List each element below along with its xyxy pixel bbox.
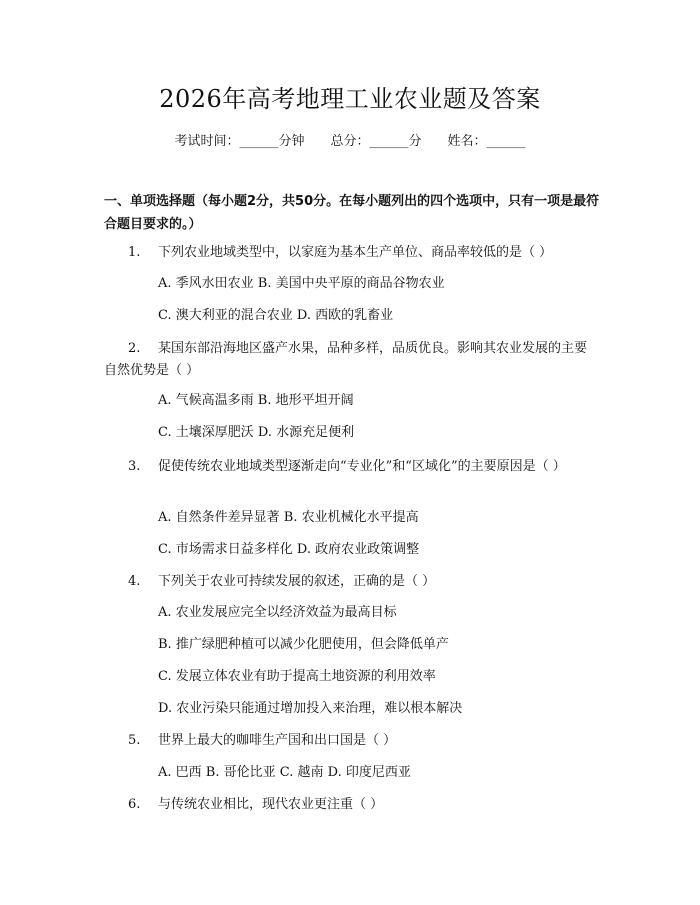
question-options: A. 气候高温多雨 B. 地形平坦开阔 bbox=[158, 393, 354, 408]
exam-meta-line bbox=[0, 132, 700, 152]
question-text: 与传统农业相比，现代农业更注重（ ） bbox=[158, 797, 384, 812]
question-number: 4. bbox=[128, 574, 141, 589]
exam-time-field: 考试时间：______分钟 bbox=[174, 134, 305, 149]
question-options: C. 澳大利亚的混合农业 D. 西欧的乳畜业 bbox=[158, 308, 394, 323]
question-number: 5. bbox=[128, 733, 141, 748]
question-options: A. 巴西 B. 哥伦比亚 C. 越南 D. 印度尼西亚 bbox=[158, 765, 411, 780]
exam-title: 2026年高考地理工业农业题及答案 bbox=[159, 85, 541, 113]
question-options: A. 自然条件差异显著 B. 农业机械化水平提高 bbox=[158, 510, 419, 525]
question-options: D. 农业污染只能通过增加投入来治理，难以根本解决 bbox=[158, 701, 463, 716]
question-number: 6. bbox=[128, 797, 141, 812]
student-name-field: 姓名：______ bbox=[447, 134, 526, 149]
question-options: C. 发展立体农业有助于提高土地资源的利用效率 bbox=[158, 669, 436, 684]
question-number: 2. bbox=[128, 341, 141, 356]
question-options: C. 土壤深厚肥沃 D. 水源充足便利 bbox=[158, 425, 355, 440]
question-text: 某国东部沿海地区盛产水果，品种多样，品质优良。影响其农业发展的主要自然优势是（ ） bbox=[104, 341, 588, 378]
question-number: 3. bbox=[128, 459, 141, 474]
question-options: A. 农业发展应完全以经济效益为最高目标 bbox=[158, 605, 397, 620]
question-options: A. 季风水田农业 B. 美国中央平原的商品谷物农业 bbox=[158, 276, 445, 291]
question-text: 世界上最大的咖啡生产国和出口国是（ ） bbox=[158, 733, 397, 748]
question-text: 下列农业地域类型中，以家庭为基本生产单位、商品率较低的是（ ） bbox=[158, 245, 553, 260]
question-number: 1. bbox=[128, 245, 141, 260]
question-text: 下列关于农业可持续发展的叙述，正确的是（ ） bbox=[158, 574, 436, 589]
question-block bbox=[104, 456, 598, 478]
question-block bbox=[104, 338, 598, 382]
question-options: C. 市场需求日益多样化 D. 政府农业政策调整 bbox=[158, 542, 420, 557]
question-text: 促使传统农业地域类型逐渐走向“专业化”和“区域化”的主要原因是（ ） bbox=[158, 459, 566, 474]
section-heading: 一、单项选择题（每小题2分，共50分。在每小题列出的四个选项中，只有一项是最符合题目要求的。） bbox=[104, 194, 600, 232]
question-options: B. 推广绿肥种植可以减少化肥使用，但会降低单产 bbox=[158, 637, 449, 652]
total-score-field: 总分：______分 bbox=[330, 134, 422, 149]
